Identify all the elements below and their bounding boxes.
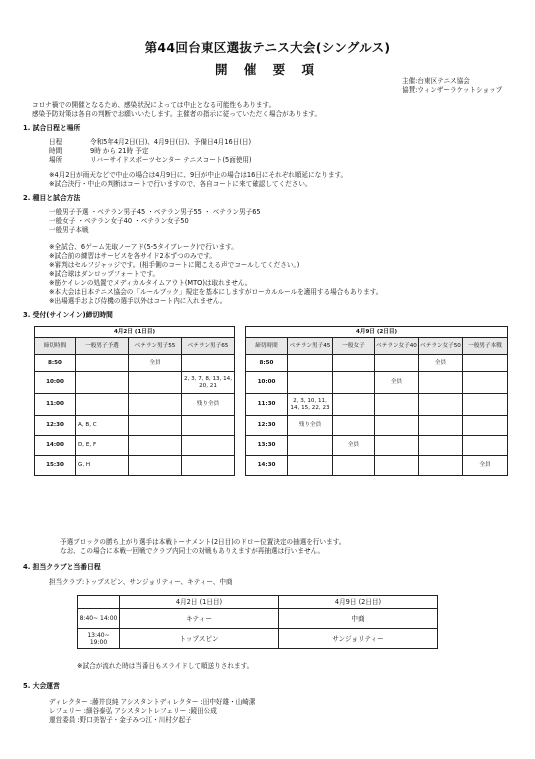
cell <box>76 372 129 394</box>
section-heading: 5. 大会運営 <box>23 682 60 690</box>
cell: A, B, C <box>76 416 129 436</box>
column-header: 4月9日 (2日目) <box>279 596 438 609</box>
time-cell: 12:30 <box>35 416 76 436</box>
cell <box>182 456 235 476</box>
column-header: 一般女子 <box>333 338 375 355</box>
cell <box>419 394 463 416</box>
time-cell: 8:50 <box>35 355 76 372</box>
cell <box>129 436 182 456</box>
cell: 全員 <box>375 372 419 394</box>
rule-note: ※試合球はダンロップフォートです。 <box>49 270 160 278</box>
cell: D, E, F <box>76 436 129 456</box>
cell <box>288 456 333 476</box>
draw-note: 予選ブロックの勝ち上がり選手は本戦トーナメント(2日目)のドロー位置決定の抽選を行います。 <box>60 538 346 546</box>
time-cell: 14:30 <box>246 456 288 476</box>
cell <box>463 372 508 394</box>
time-cell: 12:30 <box>246 416 288 436</box>
cell <box>463 355 508 372</box>
cell <box>375 394 419 416</box>
cell: 中商 <box>279 609 438 629</box>
event-line: 一般男子本戦 <box>49 226 89 234</box>
cell: 全員 <box>419 355 463 372</box>
time-cell: 13:30 <box>246 436 288 456</box>
intro-line: コロナ禍での開催となるため、感染状況によっては中止となる可能性もあります。 <box>32 101 276 109</box>
cell <box>419 436 463 456</box>
schedule-label: 場所 <box>49 156 63 164</box>
cell <box>182 436 235 456</box>
time-cell: 13:40~ 19:00 <box>78 629 120 649</box>
page-title: 第44回台東区選抜テニス大会(シングルス) <box>144 40 391 55</box>
cell <box>463 416 508 436</box>
rule-note: ※出場選手および侍機の選手以外はコート内に入れません。 <box>49 297 227 305</box>
column-header <box>78 596 120 609</box>
table-row <box>78 629 438 649</box>
staff-line: ディレクター :藤井良純 アシスタントディレクター :田中好雄・山崎潔 <box>49 698 256 706</box>
cell <box>375 436 419 456</box>
intro-line: 感染予防対策は各自の判断でお願いいたします。主催者の指示に従っていただく場合があります。 <box>32 110 322 118</box>
cell <box>288 372 333 394</box>
table-row <box>35 394 235 416</box>
column-header: 締切時間 <box>35 338 76 355</box>
time-cell: 15:30 <box>35 456 76 476</box>
cell <box>182 416 235 436</box>
duty-note: ※試合が流れた時は当番日もスライドして順送りされます。 <box>77 662 254 670</box>
section-heading: 1. 試合日程と場所 <box>23 124 81 132</box>
cell <box>333 456 375 476</box>
time-cell: 11:00 <box>35 394 76 416</box>
cell: 2, 3, 10, 11, 14, 15, 22, 23 <box>288 394 333 416</box>
cell <box>76 394 129 416</box>
column-header: ベテラン男子55 <box>129 338 182 355</box>
cell <box>419 416 463 436</box>
cell: 2, 3, 7, 8, 13, 14, 20, 21 <box>182 372 235 394</box>
table-row <box>78 609 438 629</box>
rule-note: ※筋ケイレンの処置でメディカルタイムアウト(MTO)は取れません。 <box>49 279 252 287</box>
schedule-note: ※4月2日が雨天などで中止の場合は4月9日に、9日が中止の場合は16日にそれぞれ順延になります。 <box>49 171 348 179</box>
cell <box>288 436 333 456</box>
column-header: 一般男子本戦 <box>463 338 508 355</box>
cell: キティー <box>120 609 279 629</box>
duty-table <box>77 595 438 649</box>
draw-note: なお、この場合に本戦一回戦でクラブ内同士の対戦もありえますが再抽選は行いません。 <box>60 547 325 555</box>
table-title: 4月2日 (1日目) <box>35 327 235 338</box>
rule-note: ※審判はセルフジャッジです。(相手側のコートに聞こえる声でコールしてください。) <box>49 261 300 269</box>
cell: 全員 <box>129 355 182 372</box>
column-header: 4月2日 (1日目) <box>120 596 279 609</box>
cell: トップスピン <box>120 629 279 649</box>
column-header: 締切時間 <box>246 338 288 355</box>
column-header: ベテラン男子45 <box>288 338 333 355</box>
cell <box>333 372 375 394</box>
cell <box>333 416 375 436</box>
table-title: 4月9日 (2日目) <box>246 327 508 338</box>
table-row <box>35 416 235 436</box>
event-line: 一般女子 ・ベテラン女子40 ・ベテラン女子50 <box>49 217 189 225</box>
cell <box>288 355 333 372</box>
cell <box>129 372 182 394</box>
column-header: ベテラン女子40 <box>375 338 419 355</box>
time-cell: 8:40~ 14:00 <box>78 609 120 629</box>
rule-note: ※全試合、6ゲーム先取ノーアド(5-5タイブレーク)で行います。 <box>49 243 238 251</box>
table-row <box>246 456 508 476</box>
cell <box>375 355 419 372</box>
cell <box>129 456 182 476</box>
cell: 残り全員 <box>288 416 333 436</box>
time-cell: 10:00 <box>35 372 76 394</box>
staff-line: 運営委員 :野口美智子・金子みつ江・川村夕起子 <box>49 716 192 724</box>
column-header: ベテラン女子50 <box>419 338 463 355</box>
schedule-value: 令和5年4月2日(日)、4月9日(日)、予備日4月16日(日) <box>90 138 252 146</box>
table-row <box>246 394 508 416</box>
schedule-value: 9時 から 21時 予定 <box>90 147 149 155</box>
cell <box>419 372 463 394</box>
event-line: 一般男子予選 ・ベテラン男子45 ・ベテラン男子55 ・ ベテラン男子65 <box>49 208 261 216</box>
time-cell: 8:50 <box>246 355 288 372</box>
time-cell: 10:00 <box>246 372 288 394</box>
table-row <box>35 372 235 394</box>
cell: 全員 <box>333 436 375 456</box>
cell <box>463 436 508 456</box>
staff-line: レフェリー :細谷泰弘 アシスタントレフェリー :鏡田公成 <box>49 707 217 715</box>
table-row <box>35 456 235 476</box>
clubs-line: 担当クラブ:トップスピン、サンジョリティー、キティー、中商 <box>49 578 233 586</box>
cell <box>333 394 375 416</box>
schedule-value: リバーサイドスポーツセンター テニスコート(5面使用) <box>90 156 252 164</box>
cell <box>76 355 129 372</box>
page-subtitle: 開 催 要 項 <box>214 62 321 77</box>
signin-table-day1 <box>34 326 235 476</box>
cell: 残り全員 <box>182 394 235 416</box>
schedule-label: 時間 <box>49 147 63 155</box>
table-row <box>246 436 508 456</box>
cell <box>129 394 182 416</box>
cell: G, H <box>76 456 129 476</box>
time-cell: 14:00 <box>35 436 76 456</box>
organizer-sponsor: 協賛:ウィンザーラケットショップ <box>402 86 503 94</box>
cell <box>333 355 375 372</box>
schedule-label: 日程 <box>49 138 63 146</box>
table-row <box>246 416 508 436</box>
column-header: 一般男子予選 <box>76 338 129 355</box>
rule-note: ※試合前の練習はサービスを各サイド2本ずつのみです。 <box>49 252 216 260</box>
organizer-host: 主催:台東区テニス協会 <box>402 77 470 85</box>
schedule-note: ※試合決行・中止の判断はコートで行いますので、各自コートに来て確認してください。 <box>49 180 312 188</box>
cell: サンジョリティー <box>279 629 438 649</box>
cell: 全員 <box>463 456 508 476</box>
signin-table-day2 <box>245 326 508 476</box>
cell <box>463 394 508 416</box>
table-row <box>246 372 508 394</box>
cell <box>375 456 419 476</box>
table-row <box>246 355 508 372</box>
time-cell: 11:30 <box>246 394 288 416</box>
cell <box>129 416 182 436</box>
cell <box>375 416 419 436</box>
cell <box>419 456 463 476</box>
cell <box>182 355 235 372</box>
section-heading: 2. 種目と試合方法 <box>23 194 81 202</box>
section-heading: 3. 受付(サインイン)締切時間 <box>23 311 113 319</box>
rule-note: ※本大会は日本テニス協会の「ルールブック」規定を基本にしますがローカルルールを適用する場合もあります。 <box>49 288 383 296</box>
section-heading: 4. 担当クラブと当番日程 <box>23 563 101 571</box>
table-row <box>35 355 235 372</box>
table-row <box>35 436 235 456</box>
column-header: ベテラン男子65 <box>182 338 235 355</box>
